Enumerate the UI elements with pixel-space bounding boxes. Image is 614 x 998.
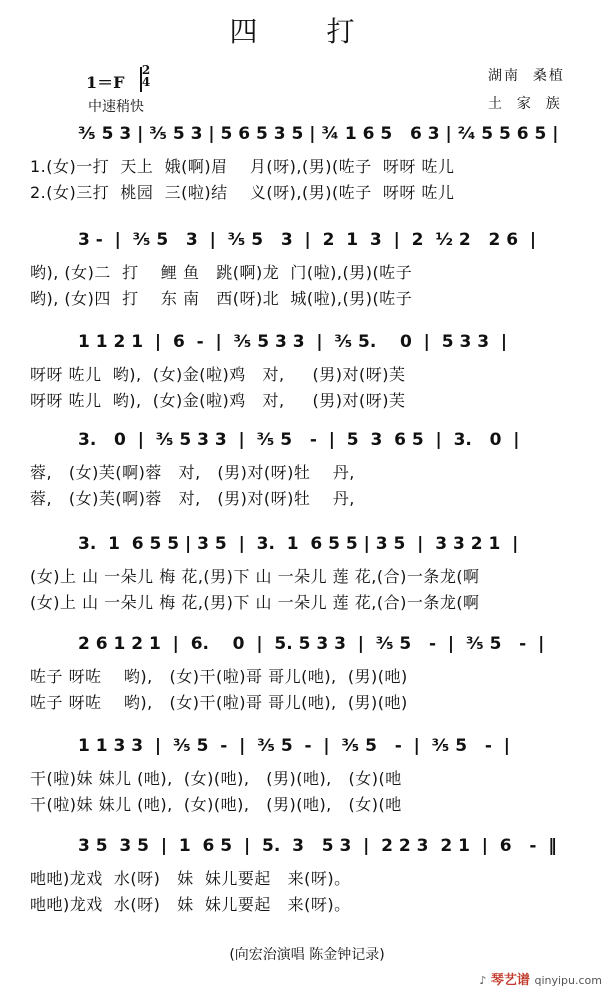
- lyric-verse-2: (女)上 山 一朵儿 梅 花,(男)下 山 一朵儿 莲 花,(合)一条龙(啊: [30, 593, 480, 612]
- lyric-verse-1: 哟), (女)二 打 鲤 鱼 跳(啊)龙 门(啦),(男)(咗子: [30, 263, 413, 282]
- tempo-marking: 中速稍快: [88, 99, 144, 115]
- lyric-verse-1: 咗子 呀咗 哟), (女)干(啦)哥 哥儿(吔), (男)(吔): [30, 667, 408, 686]
- lyric-verse-2: 咗子 呀咗 哟), (女)干(啦)哥 哥儿(吔), (男)(吔): [30, 693, 408, 712]
- lyric-verse-2: 蓉, (女)芙(啊)蓉 对, (男)对(呀)牡 丹,: [30, 489, 355, 508]
- lyric-verse-1: 蓉, (女)芙(啊)蓉 对, (男)对(呀)牡 丹,: [30, 463, 355, 482]
- key-signature: 1＝F: [86, 73, 125, 92]
- lyric-verse-2: 干(啦)妹 妹儿 (吔), (女)(吔), (男)(吔), (女)(吔: [30, 795, 402, 814]
- watermark: [479, 969, 602, 988]
- watermark-site: qinyipu.com: [534, 974, 602, 987]
- time-signature-bottom: 4: [141, 75, 151, 89]
- lyric-verse-2: 2.(女)三打 桃园 三(啦)结 义(呀),(男)(咗子 呀呀 咗儿: [30, 183, 455, 202]
- lyric-verse-2: 呀呀 咗儿 哟), (女)金(啦)鸡 对, (男)对(呀)芙: [30, 391, 406, 410]
- performer-credit: (向宏治演唱 陈金钟记录): [229, 947, 385, 963]
- song-title: 四 打: [229, 15, 385, 48]
- notation-line: 3 - | ³⁄₅ 5 3 | ³⁄₅ 5 3 | 2 1 3 | 2 ¹⁄₂ 2 2 6 |: [78, 230, 537, 250]
- song-origin: [488, 62, 565, 118]
- notation-line: 1 1 3 3 | ³⁄₅ 5 - | ³⁄₅ 5 - | ³⁄₅ 5 - | ³⁄₅ 5 - |: [78, 736, 510, 756]
- time-signature-top: 2: [141, 63, 151, 77]
- lyric-verse-1: 干(啦)妹 妹儿 (吔), (女)(吔), (男)(吔), (女)(吔: [30, 769, 402, 788]
- notation-line: ³⁄₅ 5 3 | ³⁄₅ 5 3 | 5 6 5 3 5 | ¾ 1 6 5 6 3 | ²⁄₄ 5 5 6 5 |: [78, 124, 559, 144]
- watermark-brand: 琴艺谱: [490, 973, 530, 988]
- notation-line: 3. 1 6 5 5 | 3 5 | 3. 1 6 5 5 | 3 5 | 3 3 2 1 |: [78, 534, 519, 554]
- lyric-verse-1: 呀呀 咗儿 哟), (女)金(啦)鸡 对, (男)对(呀)芙: [30, 365, 406, 384]
- lyric-verse-1: (女)上 山 一朵儿 梅 花,(男)下 山 一朵儿 莲 花,(合)一条龙(啊: [30, 567, 480, 586]
- notation-line: 1 1 2 1 | 6 - | ³⁄₅ 5 3 3 | ³⁄₅ 5. 0 | 5 3 3 |: [78, 332, 508, 352]
- time-signature: [140, 64, 152, 88]
- watermark-logo-icon: ♪: [479, 974, 487, 987]
- notation-line: 3. 0 | ³⁄₅ 5 3 3 | ³⁄₅ 5 - | 5 3 6 5 | 3. 0 |: [78, 430, 520, 450]
- origin-region: 湖南 桑植: [488, 68, 565, 84]
- notation-line: 2 6 1 2 1 | 6. 0 | 5. 5 3 3 | ³⁄₅ 5 - | ³⁄₅ 5 - |: [78, 634, 545, 654]
- lyric-verse-2: 吔吔)龙戏 水(呀) 妹 妹儿要起 来(呀)。: [30, 895, 351, 914]
- notation-line: 3 5 3 5 | 1 6 5 | 5. 3 5 3 | 2 2 3 2 1 | 6 - ‖: [78, 836, 557, 856]
- origin-ethnicity: 土 家 族: [488, 96, 562, 112]
- lyric-verse-2: 哟), (女)四 打 东 南 西(呀)北 城(啦),(男)(咗子: [30, 289, 413, 308]
- lyric-verse-1: 吔吔)龙戏 水(呀) 妹 妹儿要起 来(呀)。: [30, 869, 351, 888]
- lyric-verse-1: 1.(女)一打 天上 娥(啊)眉 月(呀),(男)(咗子 呀呀 咗儿: [30, 157, 455, 176]
